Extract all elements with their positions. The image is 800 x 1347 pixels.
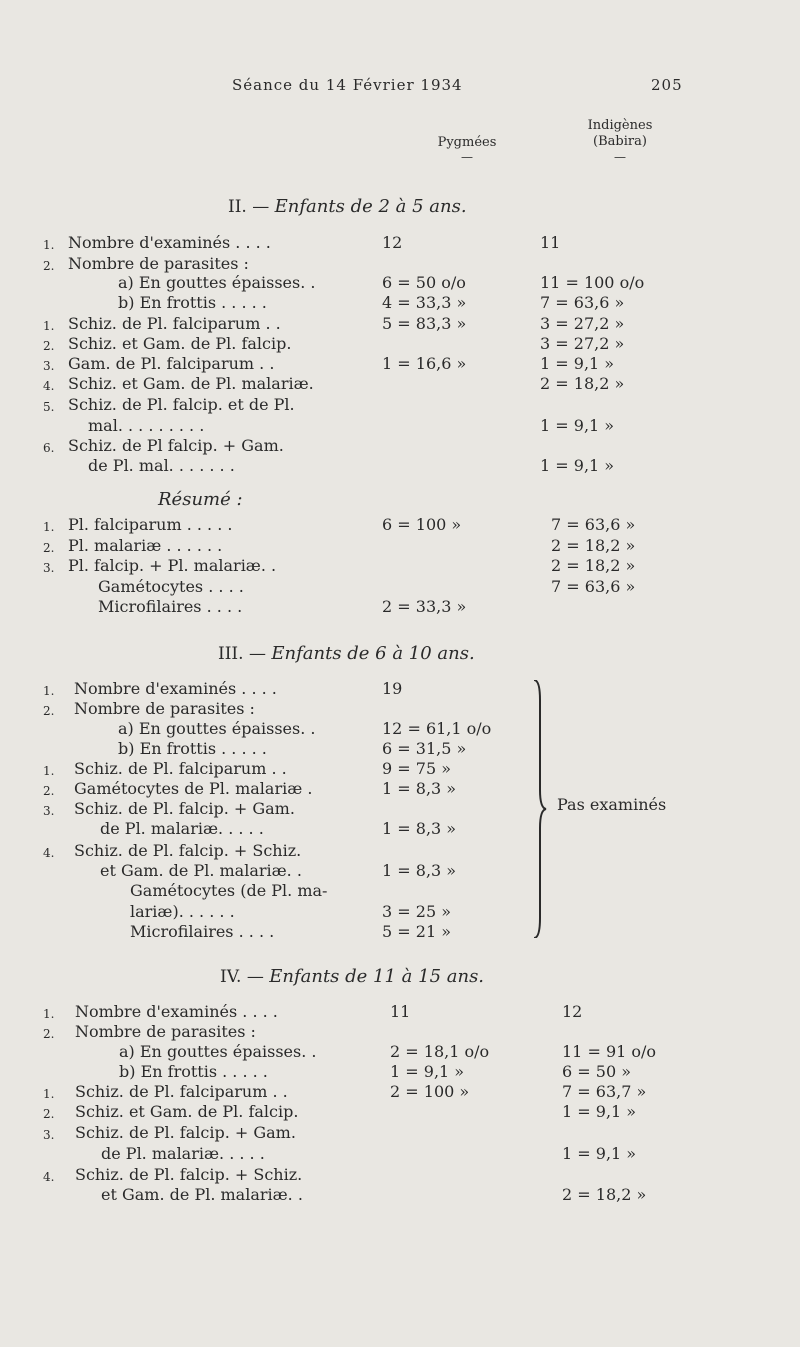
indigenes-value: 7 = 63,6 » <box>551 515 636 534</box>
pas-examines-note: Pas examinés <box>557 795 667 814</box>
indigenes-value: 7 = 63,6 » <box>540 293 625 312</box>
row-label: Nombre de parasites : <box>68 254 249 273</box>
pygmees-value: 6 = 50 o/o <box>382 273 466 292</box>
pygmees-value: 5 = 21 » <box>382 922 451 941</box>
pygmees-value: 1 = 9,1 » <box>390 1062 465 1081</box>
row-label: Nombre de parasites : <box>74 699 255 718</box>
row-number: 2. <box>43 541 55 555</box>
row-label: Pl. falcip. + Pl. malariæ. . <box>68 556 277 575</box>
pygmees-value: 3 = 25 » <box>382 902 451 921</box>
indigenes-value: 1 = 9,1 » <box>540 354 615 373</box>
pygmees-value: 19 <box>382 679 403 698</box>
indigenes-value: 1 = 9,1 » <box>540 416 615 435</box>
row-label: Pl. malariæ . . . . . . <box>68 536 223 555</box>
page-number: 205 <box>651 76 683 94</box>
row-label: et Gam. de Pl. malariæ. . <box>100 861 302 880</box>
row-label: a) En gouttes épaisses. . <box>118 273 316 292</box>
pygmees-value: 2 = 100 » <box>390 1082 470 1101</box>
row-number: 6. <box>43 441 55 455</box>
pygmees-value: 1 = 16,6 » <box>382 354 467 373</box>
row-label: a) En gouttes épaisses. . <box>118 719 316 738</box>
row-number: 3. <box>43 1128 55 1142</box>
row-label: a) En gouttes épaisses. . <box>119 1042 317 1061</box>
row-label: Gam. de Pl. falciparum . . <box>68 354 275 373</box>
column-header-babira: (Babira) <box>593 134 647 149</box>
row-label: mal. . . . . . . . . <box>88 416 205 435</box>
row-number: 1. <box>43 1007 55 1021</box>
row-label: Schiz. de Pl. falciparum . . <box>68 314 281 333</box>
pygmees-value: 6 = 100 » <box>382 515 462 534</box>
row-number: 5. <box>43 400 55 414</box>
row-number: 4. <box>43 379 55 393</box>
pygmees-value: 1 = 8,3 » <box>382 861 457 880</box>
indigenes-value: 7 = 63,6 » <box>551 577 636 596</box>
indigenes-value: 1 = 9,1 » <box>562 1144 637 1163</box>
pygmees-value: 1 = 8,3 » <box>382 779 457 798</box>
row-label: de Pl. mal. . . . . . . <box>88 456 235 475</box>
row-number: 2. <box>43 339 55 353</box>
indigenes-value: 11 = 91 o/o <box>562 1042 657 1061</box>
row-label: Pl. falciparum . . . . . <box>68 515 233 534</box>
indigenes-value: 2 = 18,2 » <box>551 556 636 575</box>
pygmees-value: 2 = 33,3 » <box>382 597 467 616</box>
row-label: Microfilaires . . . . <box>98 597 243 616</box>
row-number: 3. <box>43 359 55 373</box>
row-label: Nombre d'examinés . . . . <box>68 233 271 252</box>
resume-heading: Résumé : <box>158 489 243 510</box>
section-heading-3: III. — Enfants de 6 à 10 ans. <box>218 643 475 664</box>
pygmees-value: 11 <box>390 1002 411 1021</box>
row-label: Schiz. et Gam. de Pl. malariæ. <box>68 374 314 393</box>
row-label: Gamétocytes de Pl. malariæ . <box>74 779 313 798</box>
column-header-indigenes: Indigènes <box>587 118 653 133</box>
row-label: de Pl. malariæ. . . . . <box>101 1144 265 1163</box>
row-number: 1. <box>43 319 55 333</box>
pygmees-value: 12 <box>382 233 403 252</box>
row-number: 2. <box>43 259 55 273</box>
indigenes-value: 12 <box>562 1002 583 1021</box>
row-label: Schiz. de Pl falcip. + Gam. <box>68 436 284 455</box>
row-number: 2. <box>43 704 55 718</box>
column-dash-pygmees: — <box>461 150 473 164</box>
indigenes-value: 3 = 27,2 » <box>540 314 625 333</box>
row-number: 1. <box>43 238 55 252</box>
row-number: 2. <box>43 784 55 798</box>
row-label: b) En frottis . . . . . <box>119 1062 268 1081</box>
row-number: 3. <box>43 561 55 575</box>
row-label: Gamétocytes (de Pl. ma- <box>130 881 328 900</box>
indigenes-value: 1 = 9,1 » <box>540 456 615 475</box>
indigenes-value: 2 = 18,2 » <box>562 1185 647 1204</box>
row-number: 1. <box>43 764 55 778</box>
row-number: 2. <box>43 1027 55 1041</box>
pygmees-value: 12 = 61,1 o/o <box>382 719 492 738</box>
indigenes-value: 2 = 18,2 » <box>540 374 625 393</box>
indigenes-value: 11 = 100 o/o <box>540 273 645 292</box>
row-label: b) En frottis . . . . . <box>118 739 267 758</box>
pygmees-value: 5 = 83,3 » <box>382 314 467 333</box>
row-label: Schiz. de Pl. falcip. + Schiz. <box>74 841 302 860</box>
row-number: 3. <box>43 804 55 818</box>
row-label: Schiz. de Pl. falciparum . . <box>74 759 287 778</box>
row-label: Microfilaires . . . . <box>130 922 275 941</box>
row-label: Nombre d'examinés . . . . <box>75 1002 278 1021</box>
pygmees-value: 6 = 31,5 » <box>382 739 467 758</box>
section-heading-2: II. — Enfants de 2 à 5 ans. <box>228 196 467 217</box>
row-label: Schiz. de Pl. falcip. + Gam. <box>75 1123 296 1142</box>
row-label: Schiz. et Gam. de Pl. falcip. <box>75 1102 299 1121</box>
row-number: 2. <box>43 1107 55 1121</box>
indigenes-value: 6 = 50 » <box>562 1062 631 1081</box>
running-title: Séance du 14 Février 1934 <box>232 76 463 94</box>
row-label: Gamétocytes . . . . <box>98 577 244 596</box>
indigenes-value: 3 = 27,2 » <box>540 334 625 353</box>
row-number: 1. <box>43 520 55 534</box>
column-dash-indigenes: — <box>614 150 626 164</box>
row-label: b) En frottis . . . . . <box>118 293 267 312</box>
pygmees-value: 4 = 33,3 » <box>382 293 467 312</box>
column-header-pygmees: Pygmées <box>437 135 497 150</box>
pygmees-value: 9 = 75 » <box>382 759 451 778</box>
indigenes-value: 1 = 9,1 » <box>562 1102 637 1121</box>
row-label: Nombre d'examinés . . . . <box>74 679 277 698</box>
indigenes-value: 11 <box>540 233 561 252</box>
row-label: Schiz. de Pl. falcip. + Gam. <box>74 799 295 818</box>
pygmees-value: 2 = 18,1 o/o <box>390 1042 490 1061</box>
indigenes-value: 7 = 63,7 » <box>562 1082 647 1101</box>
row-number: 4. <box>43 846 55 860</box>
row-label: Schiz. et Gam. de Pl. falcip. <box>68 334 292 353</box>
row-label: lariæ). . . . . . <box>130 902 235 921</box>
row-label: Nombre de parasites : <box>75 1022 256 1041</box>
row-number: 1. <box>43 684 55 698</box>
section-heading-4: IV. — Enfants de 11 à 15 ans. <box>220 966 485 987</box>
row-label: Schiz. de Pl. falcip. + Schiz. <box>75 1165 303 1184</box>
indigenes-value: 2 = 18,2 » <box>551 536 636 555</box>
row-label: de Pl. malariæ. . . . . <box>100 819 264 838</box>
brace <box>532 680 538 938</box>
row-label: et Gam. de Pl. malariæ. . <box>101 1185 303 1204</box>
row-label: Schiz. de Pl. falciparum . . <box>75 1082 288 1101</box>
row-number: 4. <box>43 1170 55 1184</box>
row-number: 1. <box>43 1087 55 1101</box>
pygmees-value: 1 = 8,3 » <box>382 819 457 838</box>
row-label: Schiz. de Pl. falcip. et de Pl. <box>68 395 295 414</box>
